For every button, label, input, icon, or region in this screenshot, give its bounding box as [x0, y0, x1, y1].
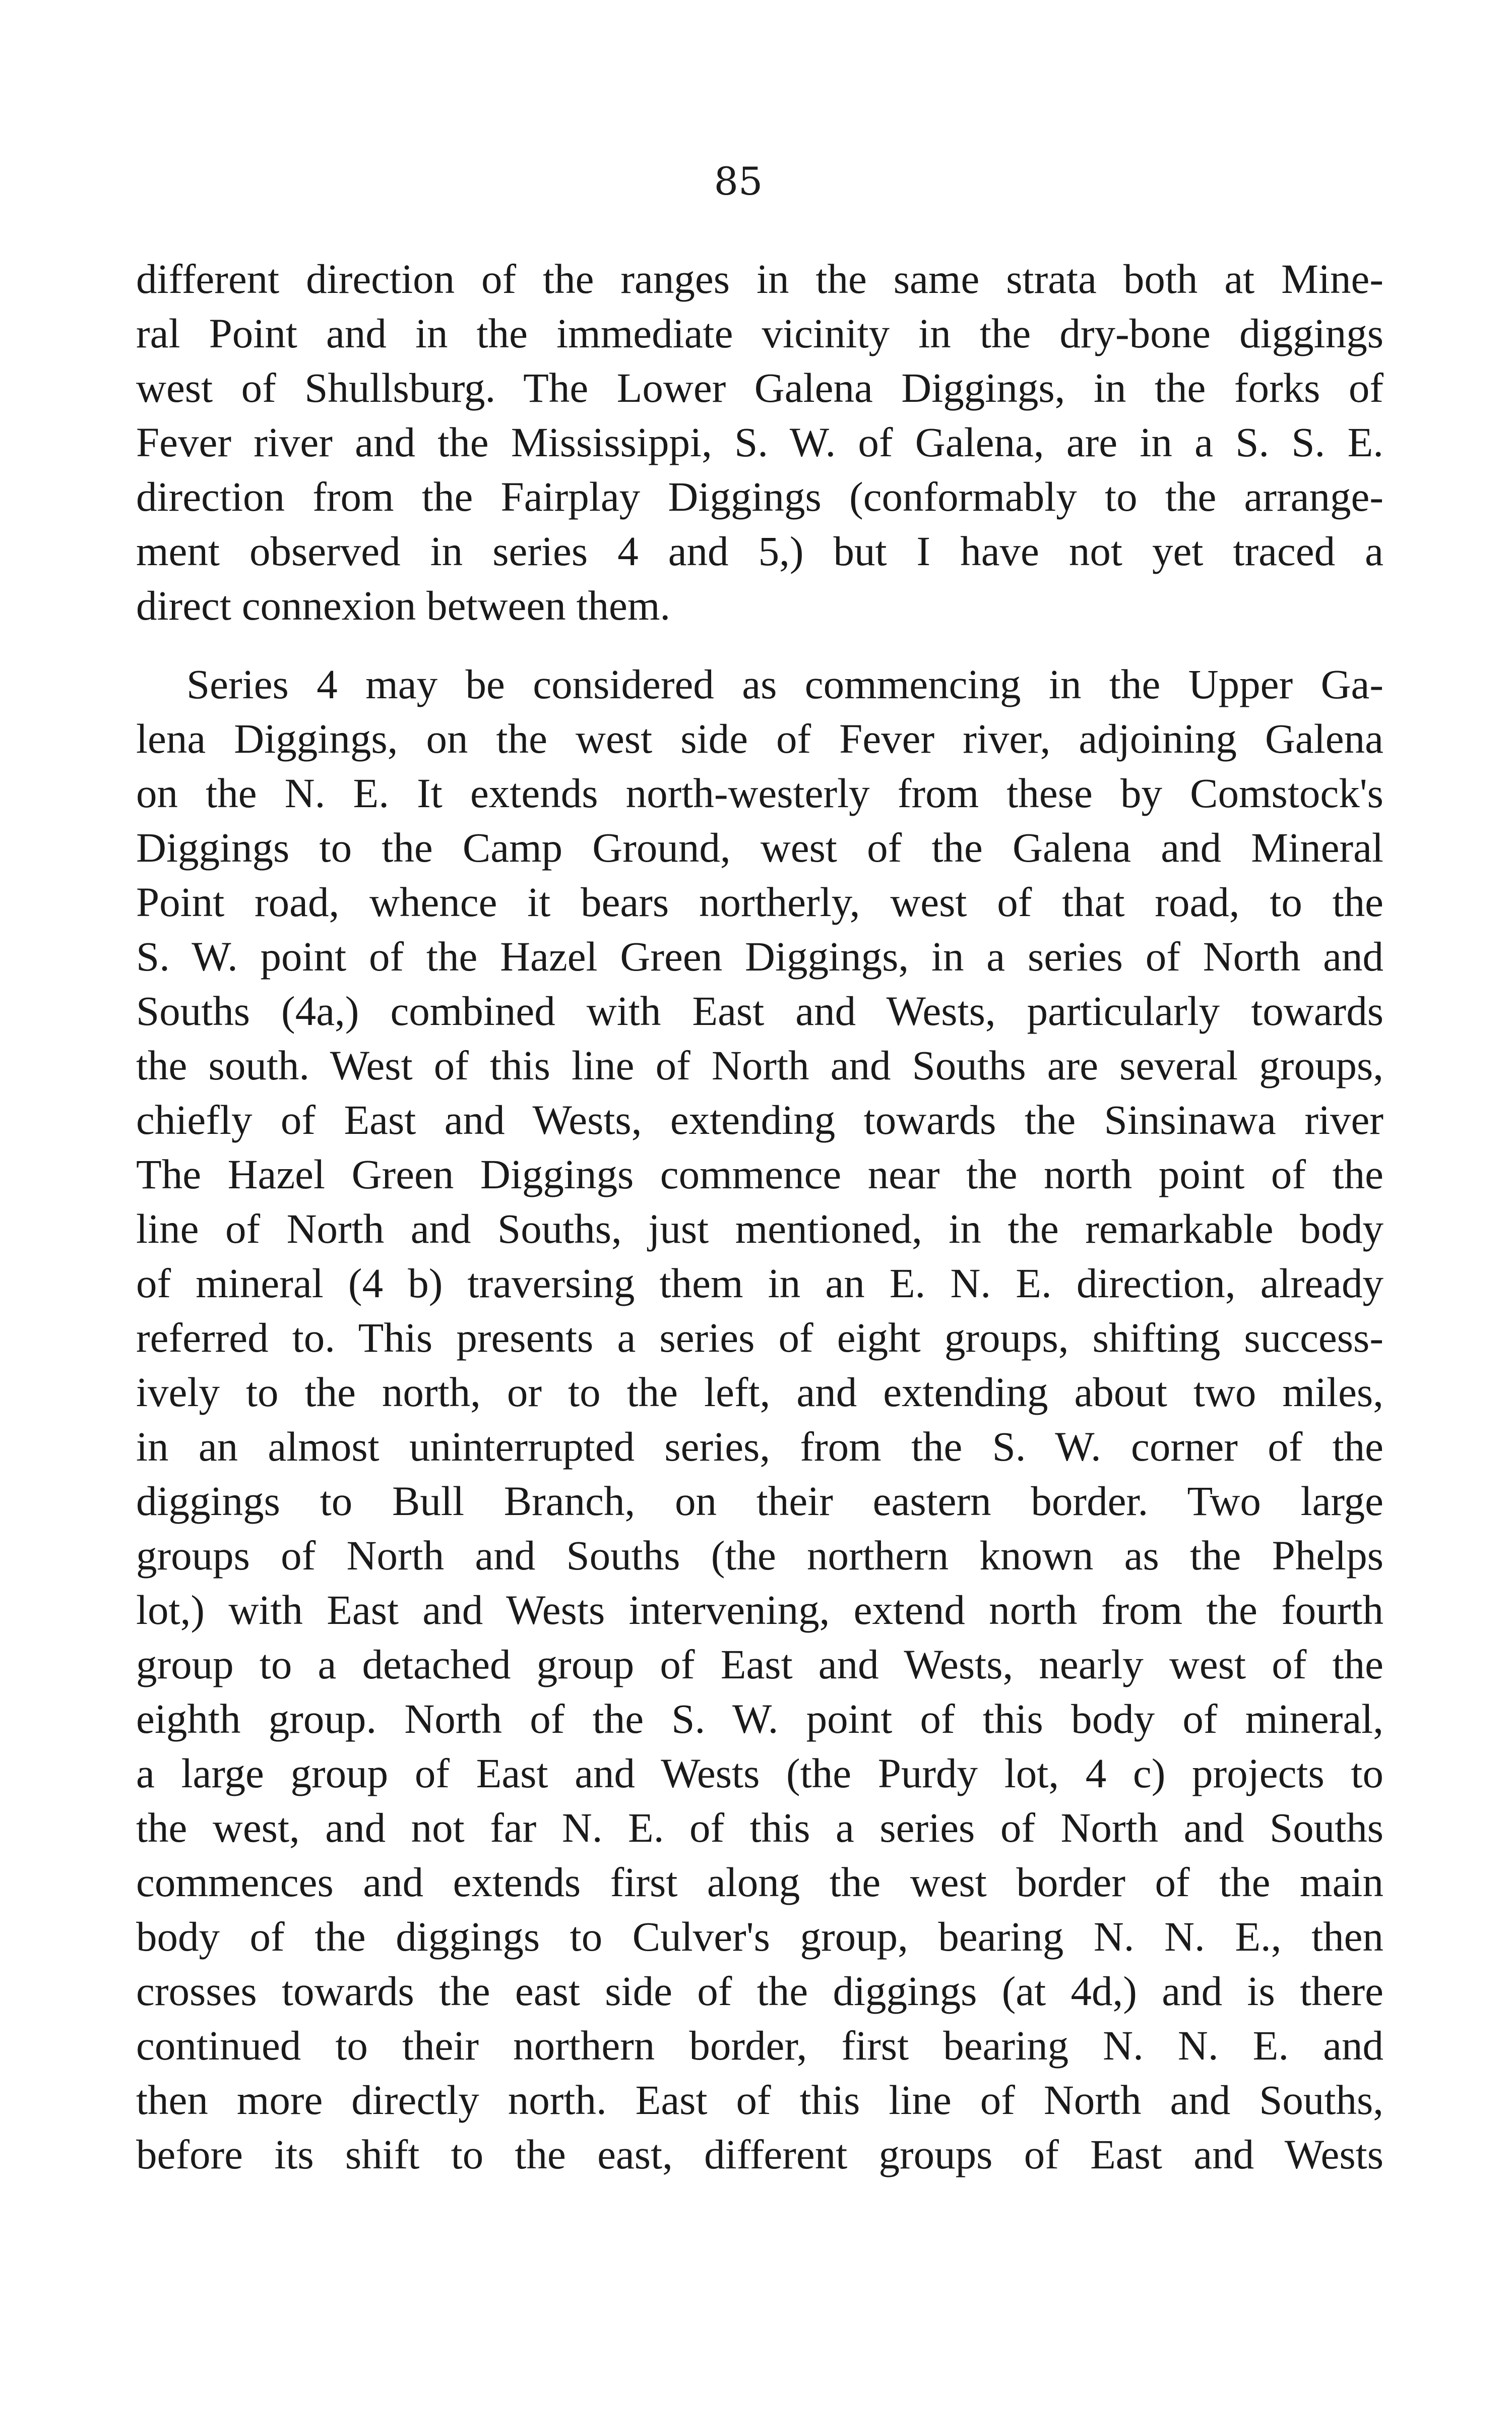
text-line: in an almost uninterrupted series, from the S. W. corner of the: [136, 1423, 1383, 1470]
text-line: direct connexion between them.: [136, 582, 671, 629]
text-line: group to a detached group of East and Wests, nearly west of the: [136, 1641, 1383, 1687]
text-line: then more directly north. East of this line of North and Souths,: [136, 2077, 1383, 2123]
text-line: direction from the Fairplay Diggings (conformably to the arrange-: [136, 473, 1383, 520]
text-line: groups of North and Souths (the northern known as the Phelps: [136, 1532, 1383, 1579]
text-line: different direction of the ranges in the same strata both at Mine-: [136, 256, 1383, 302]
text-line: Series 4 may be considered as commencing in the Upper Ga-: [186, 661, 1383, 707]
text-line: lena Diggings, on the west side of Fever river, adjoining Galena: [136, 715, 1383, 762]
text-line: diggings to Bull Branch, on their eastern border. Two large: [136, 1478, 1383, 1524]
text-line: the south. West of this line of North and Souths are several groups,: [136, 1042, 1383, 1088]
text-line: lot,) with East and Wests intervening, extend north from the fourth: [136, 1587, 1383, 1633]
text-line: referred to. This presents a series of eight groups, shifting success-: [136, 1314, 1383, 1361]
text-line: Point road, whence it bears northerly, west of that road, to the: [136, 879, 1383, 925]
text-line: west of Shullsburg. The Lower Galena Diggings, in the forks of: [136, 365, 1383, 411]
text-line: on the N. E. It extends north-westerly from these by Comstock's: [136, 770, 1383, 816]
text-line: ively to the north, or to the left, and extending about two miles,: [136, 1369, 1383, 1415]
page-number: 85: [714, 159, 763, 204]
text-line: commences and extends first along the west border of the main: [136, 1859, 1383, 1905]
text-line: continued to their northern border, first bearing N. N. E. and: [136, 2022, 1383, 2069]
text-line: The Hazel Green Diggings commence near the north point of the: [136, 1151, 1383, 1197]
text-line: before its shift to the east, different groups of East and Wests: [136, 2131, 1383, 2177]
text-line: ral Point and in the immediate vicinity in the dry-bone diggings: [136, 310, 1383, 356]
text-line: of mineral (4 b) traversing them in an E. N. E. direction, already: [136, 1260, 1383, 1306]
text-line: S. W. point of the Hazel Green Diggings, in a series of North and: [136, 933, 1383, 980]
text-line: Souths (4a,) combined with East and Wests, particularly towards: [136, 988, 1383, 1034]
text-line: line of North and Souths, just mentioned, in the remarkable body: [136, 1205, 1383, 1252]
text-line: the west, and not far N. E. of this a series of North and Souths: [136, 1804, 1383, 1851]
text-line: chiefly of East and Wests, extending towards the Sinsinawa river: [136, 1097, 1383, 1143]
text-line: a large group of East and Wests (the Purdy lot, 4 c) projects to: [136, 1750, 1383, 1796]
text-line: ment observed in series 4 and 5,) but I have not yet traced a: [136, 528, 1383, 574]
text-line: crosses towards the east side of the diggings (at 4d,) and is there: [136, 1968, 1383, 2014]
text-line: Fever river and the Mississippi, S. W. of Galena, are in a S. S. E.: [136, 419, 1383, 465]
text-line: eighth group. North of the S. W. point of this body of mineral,: [136, 1696, 1383, 1742]
text-line: Diggings to the Camp Ground, west of the Galena and Mineral: [136, 824, 1383, 871]
text-line: body of the diggings to Culver's group, bearing N. N. E., then: [136, 1913, 1383, 1960]
